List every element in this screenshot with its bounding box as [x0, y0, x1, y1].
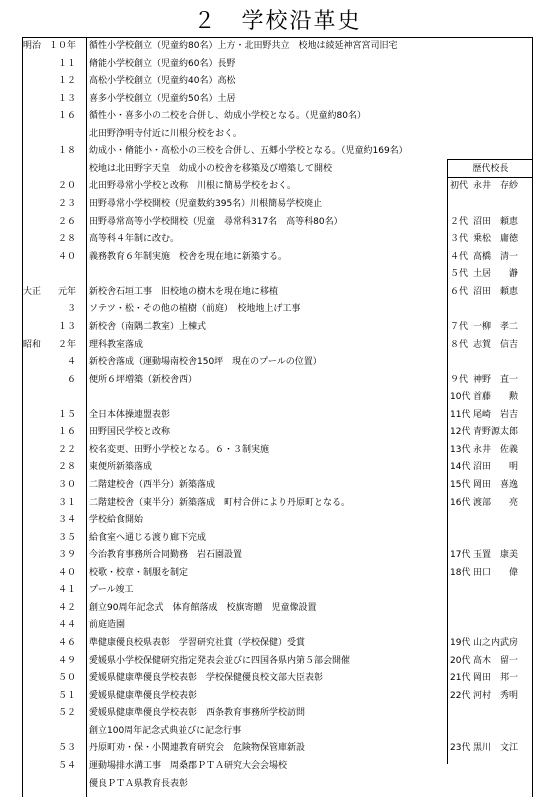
event-cell: 理科教室落成 — [89, 339, 144, 350]
event-cell: 愛媛県小学校保健研究指定発表会並びに四国各県内第５部会開催 — [89, 655, 351, 666]
principal-number-cell: 10代 — [450, 392, 471, 403]
principal-name-cell: 山之内武房 — [473, 638, 519, 649]
event-cell: 新校舎（南隅二教室）上棟式 — [89, 321, 207, 332]
year-cell: ５３ — [57, 743, 76, 754]
principal-number-cell: ３代 — [450, 234, 469, 245]
year-cell: ４１ — [57, 585, 76, 596]
event-cell: 創立100周年記念式典並びに記念行事 — [89, 725, 242, 736]
year-cell: １１ — [57, 58, 76, 69]
year-cell: ２８ — [57, 234, 76, 245]
table-row — [22, 143, 533, 161]
table-row — [22, 653, 533, 671]
history-table — [22, 37, 533, 797]
principal-name-cell: 河村 秀明 — [473, 690, 519, 701]
event-cell: 高松小学校創立（児童約40名）高松 — [89, 76, 236, 87]
event-cell: 全日本体操連盟表彰 — [89, 409, 171, 420]
principal-number-cell: 18代 — [450, 567, 471, 578]
principal-number-cell: 16代 — [450, 497, 471, 508]
principal-name-cell: 田口 偉 — [473, 567, 519, 578]
table-row — [22, 758, 533, 776]
event-cell: 循性小・喜多小の二校を合併し、幼成小学校となる。（児童約80名） — [89, 111, 366, 122]
table-row — [22, 477, 533, 495]
table-row — [22, 389, 533, 407]
principal-number-cell: 17代 — [450, 550, 471, 561]
table-row — [22, 547, 533, 565]
table-row — [22, 424, 533, 442]
principal-number-cell: ２代 — [450, 216, 469, 227]
year-cell: ４６ — [57, 638, 76, 649]
table-row — [22, 407, 533, 425]
event-cell: 北田野尋常小学校と改称 川根に簡易学校をおく。 — [89, 181, 296, 192]
principal-name-cell: 神野 直一 — [473, 374, 519, 385]
year-cell: ４４ — [57, 620, 76, 631]
event-cell: 田野国民学校と改称 — [89, 427, 171, 438]
year-cell: ４０ — [57, 567, 76, 578]
principal-name-cell: 沼田 明 — [473, 462, 519, 473]
table-row — [22, 723, 533, 741]
year-cell: ４２ — [57, 602, 76, 613]
event-cell: 愛媛県健康準優良学校表彰 — [89, 690, 198, 701]
principal-name-cell: 岡田 喜逸 — [473, 480, 519, 490]
table-row — [22, 108, 533, 126]
year-cell: ２６ — [57, 216, 76, 227]
table-row — [22, 582, 533, 600]
era-cell: 大正 — [23, 286, 42, 297]
year-cell: １５ — [57, 409, 76, 420]
event-cell: 循性小学校創立（児童約80名）上方・北田野共立 校地は綾延神宮宮司旧宅 — [89, 41, 398, 51]
table-row — [22, 495, 533, 513]
table-row — [22, 266, 533, 284]
year-cell: １６ — [57, 427, 76, 438]
table-row — [22, 178, 533, 196]
principal-name-cell: 沼田 頼恵 — [473, 216, 519, 227]
year-cell: ２３ — [57, 199, 76, 210]
year-cell: ３ — [66, 304, 76, 315]
principal-name-cell: 青野源太郎 — [473, 427, 519, 438]
table-row — [22, 442, 533, 460]
table-row — [22, 530, 533, 548]
table-row — [22, 91, 533, 109]
principal-name-cell: 乗松 庸徳 — [473, 234, 519, 245]
table-row — [22, 776, 533, 794]
year-cell: ２年 — [57, 339, 76, 350]
year-cell: ２０ — [57, 181, 76, 192]
event-cell: 田野尋常小学校開校（児童数約395名）川根簡易学校廃止 — [89, 199, 323, 210]
table-row — [22, 38, 533, 56]
principal-name-cell: 岡田 邦一 — [473, 673, 519, 684]
event-cell: 新校舎石垣工事 旧校地の樹木を現在地に移植 — [89, 286, 279, 297]
principal-number-cell: 19代 — [450, 638, 471, 649]
year-cell: ４０ — [57, 251, 76, 262]
year-cell: ３４ — [57, 515, 76, 526]
principal-header: 歴代校長 — [472, 163, 509, 174]
principal-number-cell: 23代 — [450, 743, 471, 754]
principal-number-cell: 21代 — [450, 673, 471, 684]
event-cell: ソテツ・松・その他の植樹（前庭） 校地地上げ工事 — [89, 304, 301, 315]
event-cell: 田野尋常高等小学校開校（児童 尋常科317名 高等科80名） — [89, 216, 343, 227]
table-row — [22, 319, 533, 337]
event-cell: 義務教育６年制実施 校舎を現在地に新築する。 — [89, 251, 288, 262]
principal-name-cell: 一柳 孝二 — [473, 321, 519, 332]
event-cell: 準健康優良校県表彰 学習研究社賞（学校保健）受賞 — [89, 638, 306, 649]
table-row — [22, 459, 533, 477]
event-cell: 北田野浄明寺付近に川根分校をおく。 — [89, 128, 242, 139]
principal-number-cell: ６代 — [450, 286, 469, 297]
table-row — [22, 161, 533, 179]
year-cell: ５４ — [57, 760, 76, 771]
table-row — [22, 284, 533, 302]
principal-name-cell: 永井 存紗 — [473, 181, 519, 192]
table-row — [22, 705, 533, 723]
event-cell: 校地は北田野字天皇 幼成小の校舎を移築及び増築して開校 — [89, 163, 333, 174]
year-cell: ３５ — [57, 532, 76, 543]
principal-number-cell: 13代 — [450, 444, 471, 455]
year-cell: ３１ — [57, 497, 76, 508]
table-row — [22, 56, 533, 74]
event-cell: 幼成小・脩能小・高松小の三校を合併し、五郷小学校となる。（児童約169名） — [89, 146, 408, 157]
principal-number-cell: 12代 — [450, 427, 471, 438]
event-cell: 給食室へ通じる渡り廊下完成 — [89, 532, 207, 543]
table-row — [22, 196, 533, 214]
table-row — [22, 617, 533, 635]
table-row — [22, 688, 533, 706]
table-row — [22, 354, 533, 372]
principal-number-cell: ８代 — [450, 339, 469, 350]
principal-number-cell: 11代 — [450, 409, 471, 420]
event-cell: 二階建校舎（東半分）新築落成 町村合併により丹原町となる。 — [89, 497, 351, 508]
principal-number-cell: 22代 — [450, 690, 471, 701]
year-cell: ４９ — [57, 655, 76, 666]
event-cell: 新校舎落成（運動場南校舎150坪 現在のプールの位置） — [89, 357, 322, 368]
principal-name-cell: 土居 瀞 — [473, 269, 519, 280]
year-cell: １３ — [57, 321, 76, 332]
year-cell: １０年 — [48, 41, 76, 51]
table-row — [22, 740, 533, 758]
year-cell: ５０ — [57, 673, 76, 684]
event-cell: プール竣工 — [89, 585, 134, 596]
table-row — [22, 337, 533, 355]
principal-number-cell: ９代 — [450, 374, 469, 385]
year-cell: １２ — [57, 76, 76, 87]
event-cell: 丹原町劝・保・小関連教育研究会 危険物保管庫新設 — [89, 743, 306, 754]
table-row — [22, 512, 533, 530]
principal-name-cell: 沼田 頼恵 — [473, 286, 519, 297]
principal-name-cell: 永井 佐義 — [473, 444, 519, 455]
year-cell: １３ — [57, 93, 76, 104]
year-cell: １６ — [57, 111, 76, 122]
table-row — [22, 301, 533, 319]
event-cell: 愛媛県健康準優良学校表彰 西条教育事務所学校訪問 — [89, 708, 306, 719]
principal-number-cell: ５代 — [450, 269, 469, 280]
principal-name-cell: 黒川 文江 — [473, 743, 519, 754]
table-row — [22, 214, 533, 232]
principal-name-cell: 首藤 勲 — [473, 392, 519, 403]
principal-number-cell: 20代 — [450, 655, 471, 666]
principal-number-cell: 15代 — [450, 480, 471, 490]
principal-number-cell: 14代 — [450, 462, 471, 473]
table-row — [22, 249, 533, 267]
year-cell: ６ — [66, 374, 76, 385]
principal-name-cell: 玉置 康美 — [473, 550, 519, 561]
principal-number-cell: ７代 — [450, 321, 469, 332]
principal-name-cell: 高橋 清一 — [473, 251, 519, 262]
event-cell: 東便所新築落成 — [89, 462, 153, 473]
year-cell: ５１ — [57, 690, 76, 701]
principal-name-cell: 渡部 亮 — [473, 497, 519, 508]
event-cell: 脩能小学校創立（児童約60名）長野 — [89, 58, 236, 69]
principal-name-cell: 高木 留一 — [473, 655, 519, 666]
era-cell: 昭和 — [23, 339, 42, 350]
event-cell: 前庭造園 — [89, 620, 126, 631]
event-cell: 校名変更、田野小学校となる。６・３制実施 — [89, 444, 270, 455]
table-row — [22, 73, 533, 91]
principal-name-cell: 尾崎 岩吉 — [473, 409, 519, 420]
table-row — [22, 565, 533, 583]
table-row — [22, 231, 533, 249]
table-row — [22, 670, 533, 688]
event-cell: 今治教育事務所合同勤務 岩石園設置 — [89, 550, 243, 561]
year-cell: ２８ — [57, 462, 76, 473]
event-cell: 二階建校舎（西半分）新築落成 — [89, 480, 216, 490]
table-row — [22, 126, 533, 144]
table-row — [22, 372, 533, 390]
table-row — [22, 635, 533, 653]
year-cell: 元年 — [57, 286, 76, 297]
event-cell: 高等科４年制に改む。 — [89, 234, 180, 245]
event-cell: 創立90周年記念式 体育館落成 校旗寄贈 児童像設置 — [89, 602, 317, 613]
year-cell: ３９ — [57, 550, 76, 561]
principal-number-cell: ４代 — [450, 251, 469, 262]
era-cell: 明治 — [23, 41, 42, 51]
event-cell: 優良ＰＴＡ県教育長表彰 — [89, 778, 189, 789]
year-cell: ３０ — [57, 480, 76, 490]
event-cell: 愛媛県健康準優良学校表彰 学校保健優良校文部大臣表彰 — [89, 673, 324, 684]
year-cell: １８ — [57, 146, 76, 157]
year-cell: ２２ — [57, 444, 76, 455]
table-row — [22, 600, 533, 618]
event-cell: 喜多小学校創立（児童約50名）土居 — [89, 93, 236, 104]
principal-number-cell: 初代 — [450, 181, 469, 192]
event-cell: 運動場排水溝工事 周桑郡ＰＴＡ研究大会会場校 — [89, 760, 288, 771]
event-cell: 校歌・校章・制服を制定 — [89, 567, 189, 578]
year-cell: ４ — [66, 357, 76, 368]
year-cell: ５２ — [57, 708, 76, 719]
event-cell: 学校給食開始 — [89, 515, 144, 526]
principal-name-cell: 志賀 信吉 — [473, 339, 519, 350]
event-cell: 便所６坪増築（新校舎西） — [89, 374, 198, 385]
page-title: ２ 学校沿革史 — [193, 9, 362, 34]
